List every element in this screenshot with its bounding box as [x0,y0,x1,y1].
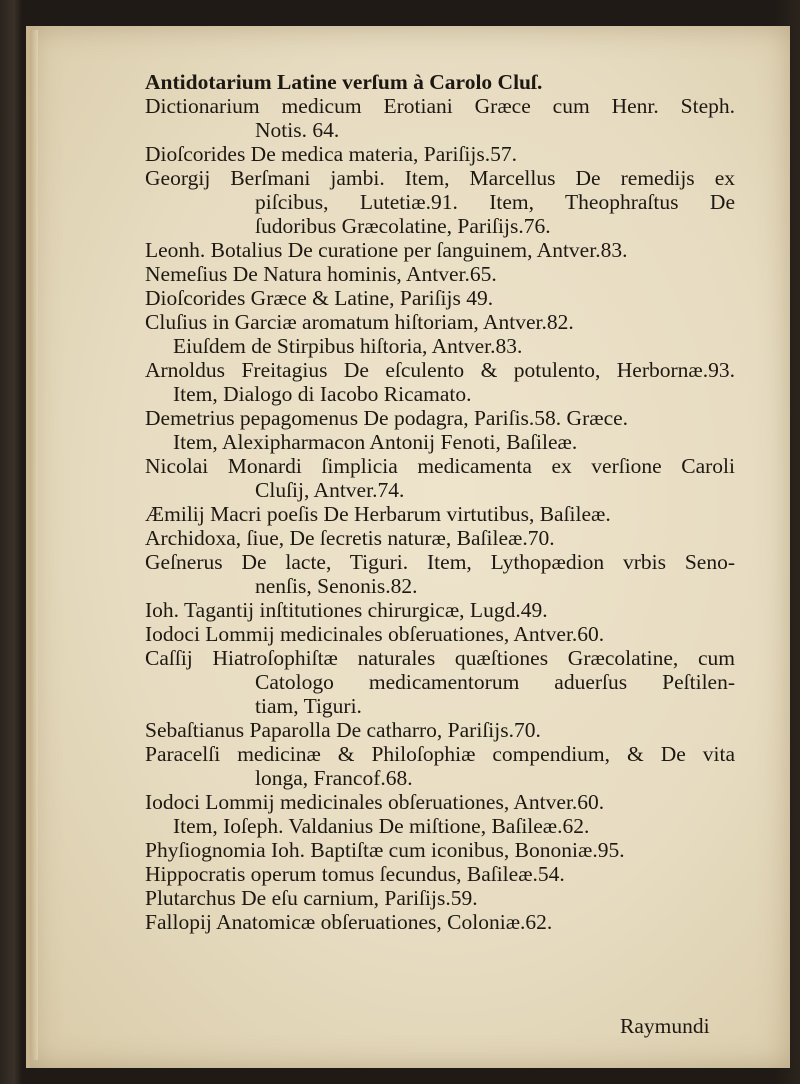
text-line: Cluſij, Antver.74. [255,478,405,502]
text-line: ſudoribus Græcolatine, Pariſijs.76. [255,214,551,238]
text-line: nenſis, Senonis.82. [255,574,418,598]
text-line: Dioſcorides Græce & Latine, Pariſijs 49. [145,286,494,310]
text-line: Arnoldus Freitagius De eſculento & potulento, Herbornæ.93. [145,358,735,382]
text-line: Eiuſdem de Stirpibus hiſtoria, Antver.83. [173,334,523,358]
text-line: Dictionarium medicum Erotiani Græce cum Henr. Steph. [145,94,735,118]
text-line: Plutarchus De eſu carnium, Pariſijs.59. [145,886,478,910]
text-line: Catologo medicamentorum aduerſus Peſtilen- [255,670,735,694]
text-line: longa, Francof.68. [255,766,413,790]
text-line: Item, Ioſeph. Valdanius De miſtione, Baſileæ.62. [173,814,590,838]
text-line: Georgij Berſmani jambi. Item, Marcellus De remedijs ex [145,166,735,190]
text-line: piſcibus, Lutetiæ.91. Item, Theophraſtus De [255,190,735,214]
text-block [145,70,735,934]
text-line: Paracelſi medicinæ & Philoſophiæ compendium, & De vita [145,742,735,766]
text-line: Fallopij Anatomicæ obſeruationes, Coloniæ.62. [145,910,553,934]
text-line: Dioſcorides De medica materia, Pariſijs.57. [145,142,517,166]
text-line: Archidoxa, ſiue, De ſecretis naturæ, Baſileæ.70. [145,526,555,550]
text-line: Ioh. Tagantij inſtitutiones chirurgicæ, Lugd.49. [145,598,548,622]
catchword: Raymundi [620,1014,710,1038]
text-line: Geſnerus De lacte, Tiguri. Item, Lythopædion vrbis Seno- [145,550,735,574]
text-line: Æmilij Macri poeſis De Herbarum virtutibus, Baſileæ. [145,502,611,526]
page-edge [30,30,38,1060]
text-line: Phyſiognomia Ioh. Baptiſtæ cum iconibus, Bononiæ.95. [145,838,625,862]
text-line: Antidotarium Latine verſum à Carolo Cluſ. [145,70,543,94]
text-line: Sebaſtianus Paparolla De catharro, Pariſijs.70. [145,718,541,742]
text-line: Notis. 64. [255,118,340,142]
text-line: Caſſij Hiatroſophiſtæ naturales quæſtiones Græcolatine, cum [145,646,735,670]
text-line: Hippocratis operum tomus ſecundus, Baſileæ.54. [145,862,565,886]
text-line: Leonh. Botalius De curatione per ſanguinem, Antver.83. [145,238,628,262]
text-line: Nicolai Monardi ſimplicia medicamenta ex verſione Caroli [145,454,735,478]
text-line: Item, Dialogo di Iacobo Ricamato. [173,382,472,406]
text-line: Demetrius pepagomenus De podagra, Pariſis.58. Græce. [145,406,629,430]
text-line: Item, Alexipharmacon Antonij Fenoti, Baſileæ. [173,430,578,454]
text-line: Iodoci Lommij medicinales obſeruationes, Antver.60. [145,790,605,814]
text-line: Nemeſius De Natura hominis, Antver.65. [145,262,497,286]
text-line: Iodoci Lommij medicinales obſeruationes, Antver.60. [145,622,605,646]
text-line: tiam, Tiguri. [255,694,362,718]
text-line: Cluſius in Garciæ aromatum hiſtoriam, Antver.82. [145,310,574,334]
